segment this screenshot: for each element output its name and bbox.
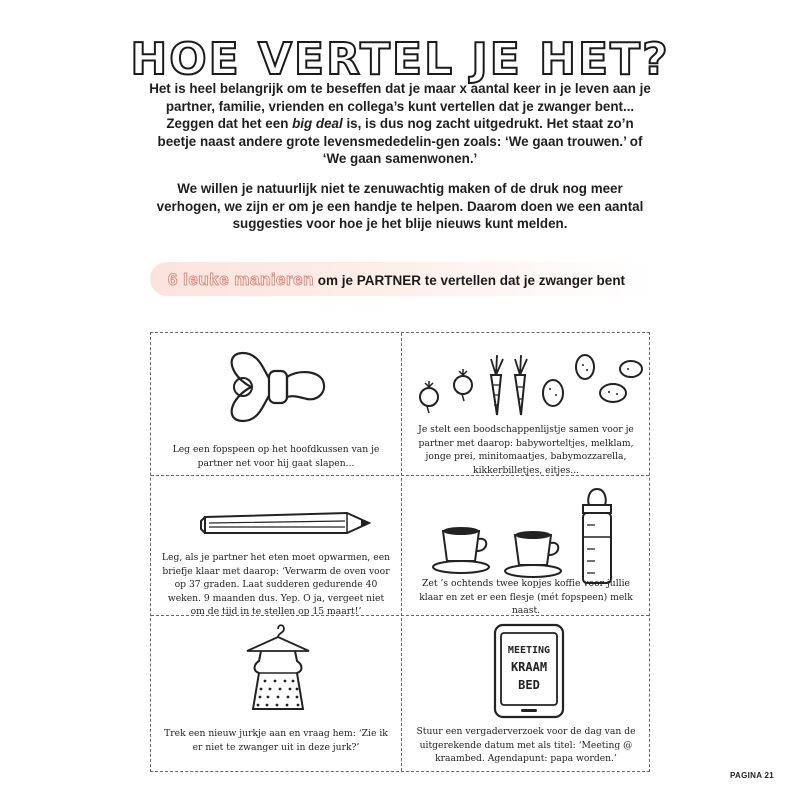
tip-text: Zet ’s ochtends twee kopjes koffie voor jullie klaar en zet er een flesje (mét fopspeen) melk naast. (419, 578, 633, 616)
tips-grid (150, 332, 650, 772)
banner-partner: PARTNER (356, 273, 421, 288)
tip-text: Trek een nieuw jurkje aan en vraag hem: ‘Zie ik er niet te zwanger uit in deze jurk?’ (164, 728, 388, 753)
tip-text: Leg, als je partner het eten moet opwarmen, een briefje klaar met daarop: ‘Verwarm de oven voor op 37 graden. Laat sudderen gedurende 40 weken. 9 maanden dus. Yep. O ja, vergeet niet om de tijd in te stellen op 15 maart!’ (161, 552, 391, 617)
banner-text: te vertellen dat je zwanger bent (421, 273, 626, 288)
vegetables-icon (407, 345, 647, 423)
intro-paragraph-2: We willen je natuurlijk niet te zenuwachtig maken of de druk nog meer verhogen, we zijn er om je een handje te helpen. Daarom doen we een aantal suggesties voor hoe je het blije nieuws kunt melden. (156, 181, 644, 232)
section-banner (168, 270, 648, 290)
tip-text: Leg een fopspeen op het hoofdkussen van je partner net voor hij gaat slapen... (172, 444, 380, 469)
banner-text: om je (313, 273, 357, 288)
phone-screen-line-1: MEETING (507, 645, 551, 656)
tip-card (401, 333, 651, 475)
phone-screen-line-3: BED (518, 678, 540, 692)
phone-screen-line-2: KRAAM (510, 660, 548, 674)
intro-text: is, is dus nog zacht uitgedrukt. Het staat zo’n beetje naast andere grote levensmededelin-gen zoals: ‘We gaan trouwen.’ of ‘We gaan samenwonen.’ (157, 116, 643, 167)
tip-card (151, 333, 401, 475)
phone-meeting-icon (489, 621, 569, 721)
pacifier-icon (221, 347, 331, 427)
page-number: PAGINA 21 (729, 771, 774, 780)
tip-card (401, 615, 651, 771)
coffee-and-bottle-icon (429, 485, 639, 589)
intro-paragraph-1 (148, 80, 652, 168)
tip-text: Je stelt een boodschappenlijstje samen voor je partner met daarop: babyworteltjes, melklam, jonge prei, minitomaatjes, babymozzarella, kikkerbilletjes, eitjes... (418, 424, 634, 476)
tip-card (151, 475, 401, 615)
tip-card (151, 615, 401, 771)
tip-text: Stuur een vergaderverzoek voor de dag van de uitgerekende datum met als titel: ‘Meeting @ kraambed. Agendapunt: papa worden.’ (416, 726, 636, 764)
pencil-icon (197, 499, 377, 549)
intro-text: Het is heel belangrijk om te beseffen dat je maar x aantal keer in je leven aan je partner, familie, vrienden en collega’s kunt vertellen dat je zwanger bent... Zeggen dat het een (149, 81, 651, 132)
banner-accent: 6 leuke manieren (168, 270, 314, 289)
intro-emphasis: big deal (292, 116, 343, 132)
tip-card (401, 475, 651, 615)
page-title: HOE VERTEL JE HET? (130, 34, 670, 85)
dress-icon (233, 621, 323, 717)
